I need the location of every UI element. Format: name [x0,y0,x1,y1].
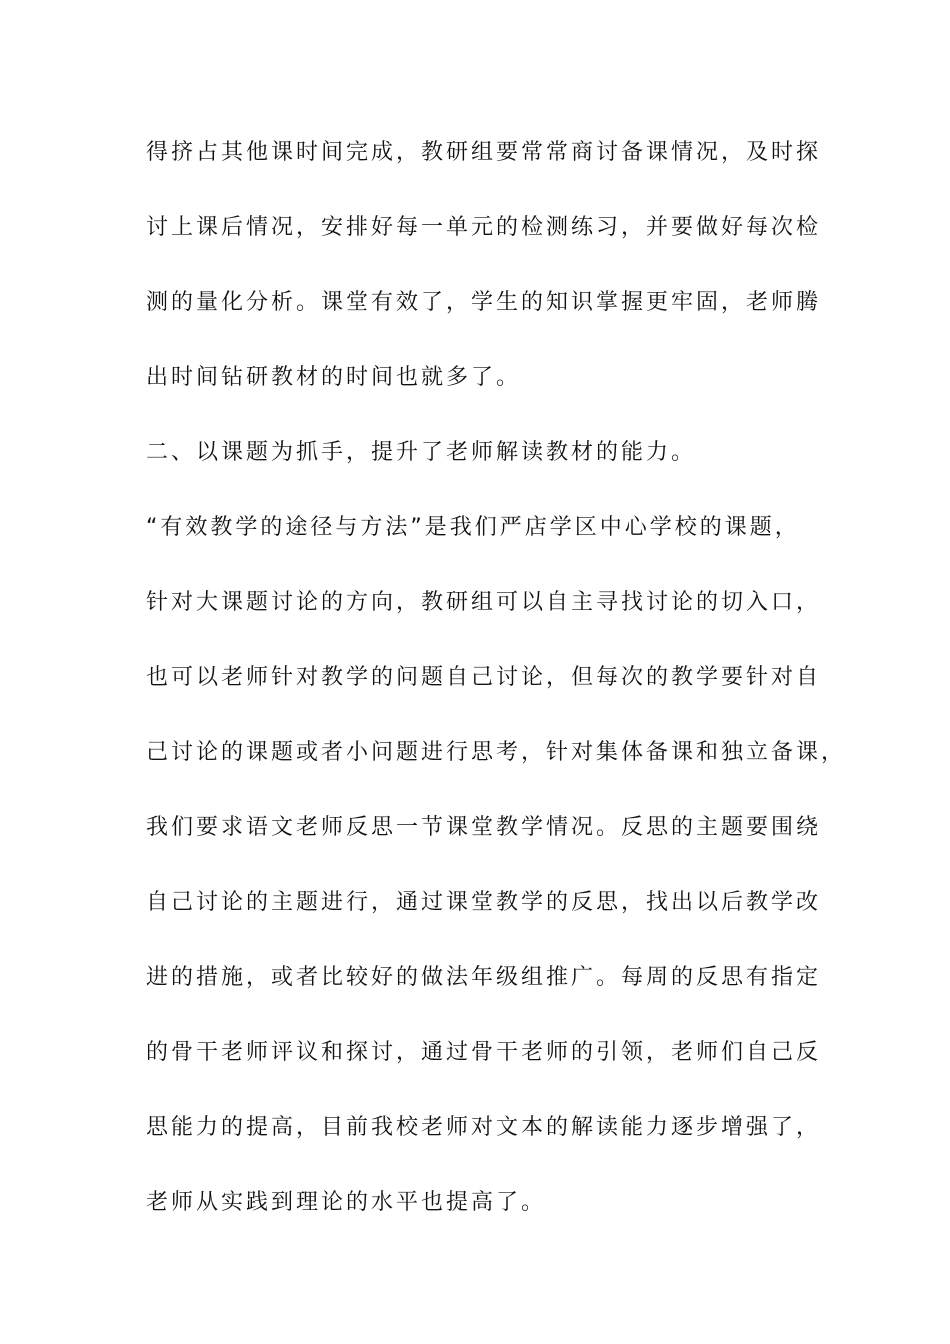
text-line: “有效教学的途径与方法”是我们严店学区中心学校的课题， [146,515,800,540]
text-line: 老师从实践到理论的水平也提高了。 [146,1190,547,1215]
text-line: 得挤占其他课时间完成，教研组要常常商讨备课情况，及时探 [146,140,822,165]
text-line: 针对大课题讨论的方向，教研组可以自主寻找讨论的切入口， [146,590,822,615]
text-line: 测的量化分析。课堂有效了，学生的知识掌握更牢固，老师腾 [146,290,822,315]
text-line: 己讨论的课题或者小问题进行思考，针对集体备课和独立备课， [146,740,847,765]
text-line: 出时间钻研教材的时间也就多了。 [146,365,522,390]
body-text [146,131,847,1256]
text-line: 进的措施，或者比较好的做法年级组推广。每周的反思有指定 [146,965,822,990]
text-line: 思能力的提高，目前我校老师对文本的解读能力逐步增强了， [146,1115,822,1140]
section-heading: 二、以课题为抓手，提升了老师解读教材的能力。 [146,440,697,465]
text-line: 讨上课后情况，安排好每一单元的检测练习，并要做好每次检 [146,215,822,240]
text-line: 的骨干老师评议和探讨，通过骨干老师的引领，老师们自己反 [146,1040,822,1065]
text-line: 也可以老师针对教学的问题自己讨论，但每次的教学要针对自 [146,665,822,690]
text-line: 我们要求语文老师反思一节课堂教学情况。反思的主题要围绕 [146,815,822,840]
text-line: 自己讨论的主题进行，通过课堂教学的反思，找出以后教学改 [146,890,822,915]
